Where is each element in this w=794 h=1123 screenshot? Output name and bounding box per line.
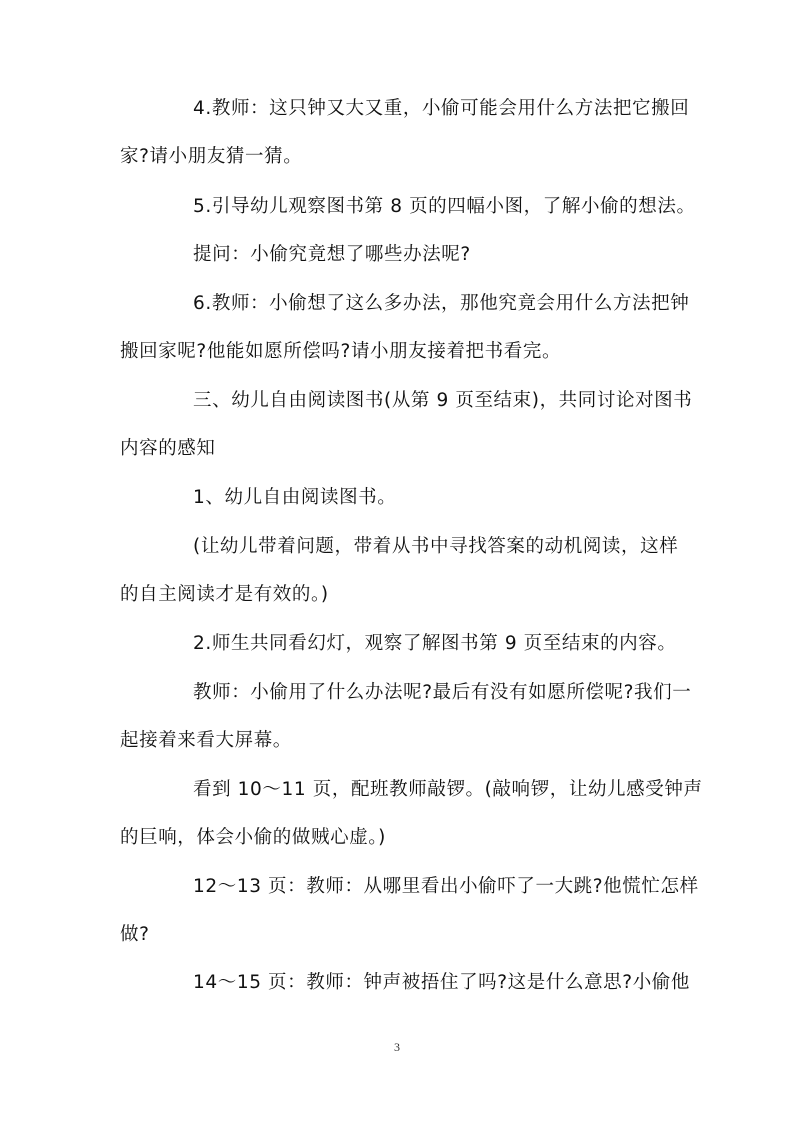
- paragraph-line: 1、幼儿自由阅读图书。: [193, 487, 397, 508]
- paragraph-line: 4.教师：这只钟又大又重，小偷可能会用什么方法把它搬回: [193, 98, 690, 119]
- paragraph-line: 5.引导幼儿观察图书第 8 页的四幅小图，了解小偷的想法。: [193, 196, 696, 217]
- paragraph-line: 提问：小偷究竟想了哪些办法呢?: [193, 244, 471, 265]
- paragraph-line: 6.教师：小偷想了这么多办法，那他究竟会用什么方法把钟: [193, 293, 690, 314]
- paragraph-line: 教师：小偷用了什么办法呢?最后有没有如愿所偿呢?我们一: [193, 682, 692, 703]
- paragraph-line: 2.师生共同看幻灯，观察了解图书第 9 页至结束的内容。: [193, 633, 677, 654]
- paragraph-line: 的自主阅读才是有效的。): [120, 584, 329, 605]
- paragraph-line: 12～13 页：教师：从哪里看出小偷吓了一大跳?他慌忙怎样: [193, 876, 699, 897]
- paragraph-line: 三、幼儿自由阅读图书(从第 9 页至结束)，共同讨论对图书: [193, 390, 693, 411]
- paragraph-line: 家?请小朋友猜一猜。: [120, 146, 303, 167]
- paragraph-line: 起接着来看大屏幕。: [120, 730, 292, 751]
- paragraph-line: 做?: [120, 924, 150, 945]
- paragraph-line: 的巨响，体会小偷的做贼心虚。): [120, 827, 386, 848]
- paragraph-line: 看到 10～11 页，配班教师敲锣。(敲响锣，让幼儿感受钟声: [193, 779, 703, 800]
- paragraph-line: 14～15 页：教师：钟声被捂住了吗?这是什么意思?小偷他: [193, 972, 691, 993]
- paragraph-line: 搬回家呢?他能如愿所偿吗?请小朋友接着把书看完。: [120, 341, 562, 362]
- page-number: 3: [394, 1040, 400, 1054]
- paragraph-line: (让幼儿带着问题，带着从书中寻找答案的动机阅读，这样: [193, 536, 679, 557]
- paragraph-line: 内容的感知: [120, 438, 216, 459]
